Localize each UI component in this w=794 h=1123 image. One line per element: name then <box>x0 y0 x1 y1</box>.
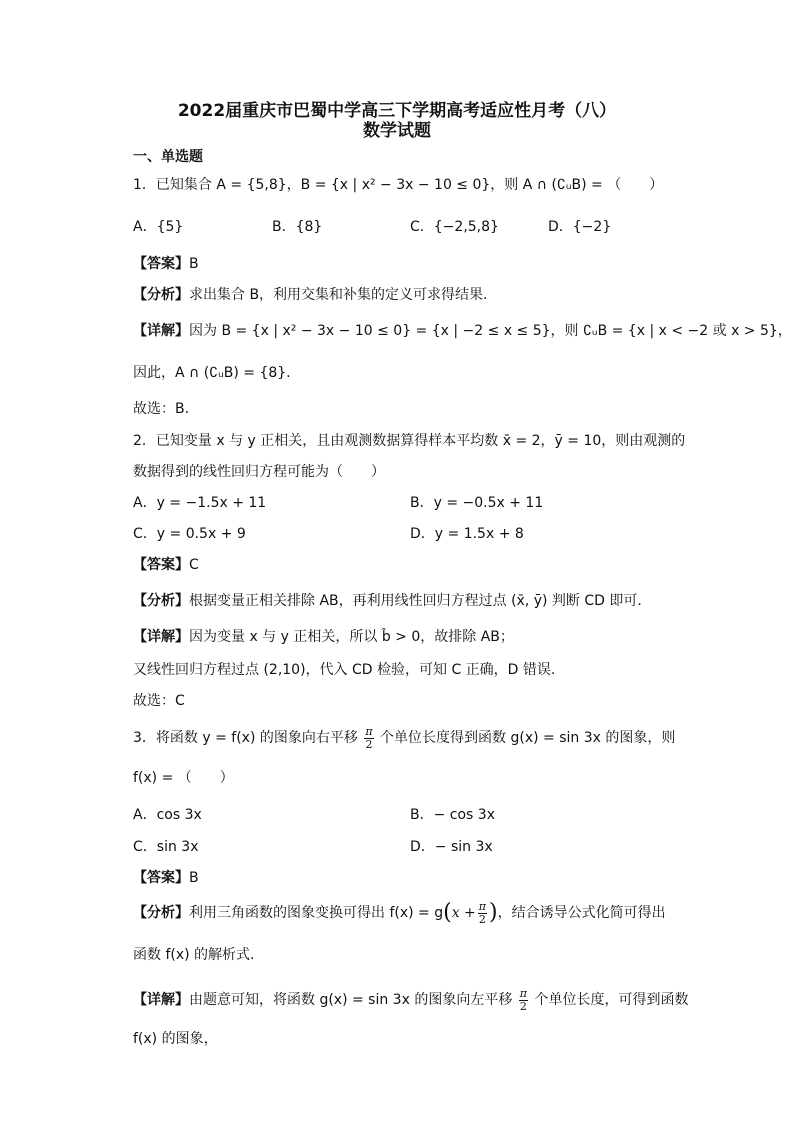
q1-detail <box>133 322 792 340</box>
q3-stem-2: f(x) = （ ） <box>133 770 234 786</box>
q2-detail-text: 因为变量 x 与 y 正相关，所以 b̂ > 0，故排除 AB； <box>189 629 514 645</box>
q2-detail-2: 又线性回归方程过点 (2,10)，代入 CD 检验，可知 C 正确，D 错误. <box>133 662 556 678</box>
q2-stem-1: 2．已知变量 x 与 y 正相关，且由观测数据算得样本平均数 x̄ = 2，ȳ = 10，则由观测的 <box>133 433 686 449</box>
q3-answer <box>133 869 199 887</box>
pi-over-2-fraction <box>364 726 373 751</box>
detail-tag: 【详解】 <box>133 629 189 645</box>
q1-choose: 故选：B. <box>133 401 190 417</box>
fraction-numerator: π <box>478 899 487 913</box>
x-plus: x + <box>451 905 476 921</box>
q3-stem-part-a: 3．将函数 y = f(x) 的图象向右平移 <box>133 730 358 746</box>
q2-option-a: A．y = −1.5x + 11 <box>133 495 267 511</box>
q2-analysis-text: 根据变量正相关排除 AB，再利用线性回归方程过点 (x̄, ȳ) 判断 CD 即可. <box>189 593 642 609</box>
q1-option-d: D．{−2} <box>548 219 612 235</box>
answer-tag: 【答案】 <box>133 256 189 272</box>
q2-analysis <box>133 592 642 610</box>
q3-analysis <box>133 898 666 928</box>
q1-analysis-text: 求出集合 B，利用交集和补集的定义可求得结果. <box>189 287 488 303</box>
q3-analysis-2: 函数 f(x) 的解析式. <box>133 947 255 963</box>
pi-over-2-fraction <box>478 901 487 926</box>
q3-detail-part-a: 由题意可知，将函数 g(x) = sin 3x 的图象向左平移 <box>189 992 513 1008</box>
q2-answer-value: C <box>189 557 199 573</box>
q3-answer-value: B <box>189 870 199 886</box>
q3-detail-2: f(x) 的图象， <box>133 1031 218 1047</box>
answer-tag: 【答案】 <box>133 870 189 886</box>
q2-option-d: D．y = 1.5x + 8 <box>410 526 524 542</box>
q1-answer-value: B <box>189 256 199 272</box>
q3-stem-1 <box>133 724 675 752</box>
q3-option-d: D．− sin 3x <box>410 839 493 855</box>
fraction-denominator: 2 <box>478 912 486 926</box>
analysis-tag: 【分析】 <box>133 287 189 303</box>
q3-option-b: B．− cos 3x <box>410 807 495 823</box>
q2-option-b: B．y = −0.5x + 11 <box>410 495 544 511</box>
q3-option-a: A．cos 3x <box>133 807 202 823</box>
q3-detail-part-b: 个单位长度，可得到函数 <box>534 992 689 1008</box>
q2-option-c: C．y = 0.5x + 9 <box>133 526 246 542</box>
document-subtitle: 数学试题 <box>363 121 431 141</box>
q2-answer <box>133 556 199 574</box>
section-heading: 一、单选题 <box>133 149 203 165</box>
q3-detail <box>133 986 688 1014</box>
detail-tag: 【详解】 <box>133 323 189 339</box>
left-paren: ( <box>443 900 452 925</box>
q3-stem-part-b: 个单位长度得到函数 g(x) = sin 3x 的图象，则 <box>380 730 676 746</box>
q3-option-c: C．sin 3x <box>133 839 199 855</box>
fraction-numerator: π <box>365 724 373 738</box>
document-title: 2022届重庆市巴蜀中学高三下学期高考适应性月考（八） <box>177 101 617 121</box>
pi-over-2-fraction <box>519 988 528 1013</box>
q2-choose: 故选：C <box>133 693 185 709</box>
answer-tag: 【答案】 <box>133 557 189 573</box>
analysis-tag: 【分析】 <box>133 593 189 609</box>
q1-option-b: B．{8} <box>272 219 323 235</box>
q2-stem-2: 数据得到的线性回归方程可能为（ ） <box>133 464 385 480</box>
analysis-tag: 【分析】 <box>133 905 189 921</box>
q1-stem: 1．已知集合 A = {5,8}，B = {x | x² − 3x − 10 ≤ 0}，则 A ∩ (∁ᵤB) = （ ） <box>133 177 664 193</box>
fraction-denominator: 2 <box>519 999 527 1013</box>
q3-analysis-part-a: 利用三角函数的图象变换可得出 f(x) = g <box>189 905 444 921</box>
q1-option-a: A．{5} <box>133 219 184 235</box>
q1-detail-text: 因为 B = {x | x² − 3x − 10 ≤ 0} = {x | −2 ≤ x ≤ 5}，则 ∁ᵤB = {x | x < −2 或 x > 5}， <box>189 323 792 339</box>
q1-option-c: C．{−2,5,8} <box>410 219 499 235</box>
q1-detail-2: 因此，A ∩ (∁ᵤB) = {8}. <box>133 365 291 381</box>
fraction-denominator: 2 <box>365 737 373 751</box>
q1-answer <box>133 255 199 273</box>
q3-analysis-part-b: ，结合诱导公式化简可得出 <box>497 905 666 921</box>
q2-detail <box>133 628 514 646</box>
fraction-numerator: π <box>519 986 528 1000</box>
detail-tag: 【详解】 <box>133 992 189 1008</box>
q1-analysis <box>133 286 488 304</box>
right-paren: ) <box>489 900 498 925</box>
